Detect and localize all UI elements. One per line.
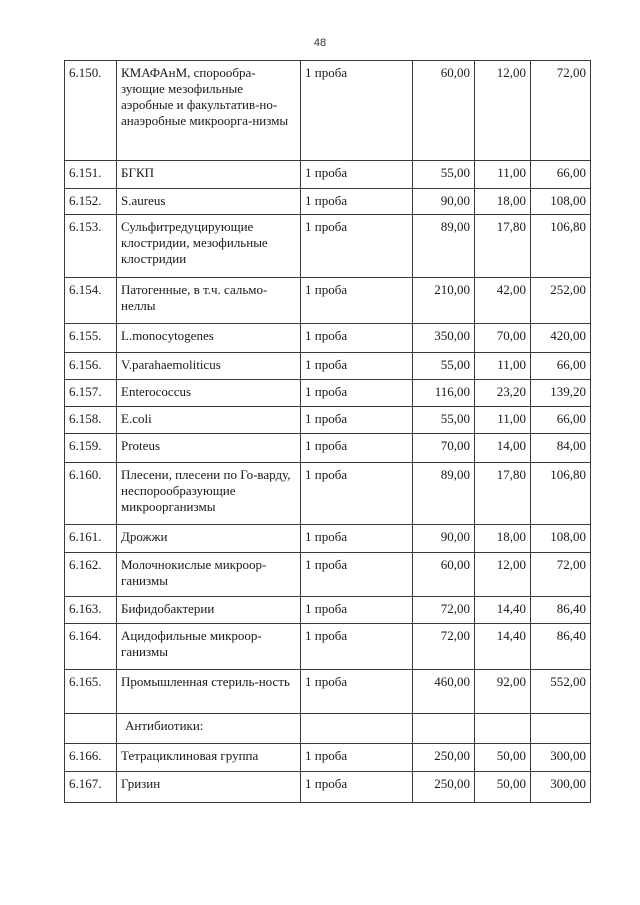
row-service-name: Молочнокислые микроор-ганизмы [117,553,301,597]
section-row [65,714,591,744]
table-row [65,189,591,215]
row-total: 300,00 [531,744,591,772]
row-service-name: Промышленная стериль-ность [117,670,301,714]
row-code: 6.155. [65,324,117,353]
row-unit: 1 проба [301,525,413,553]
row-unit: 1 проба [301,772,413,803]
row-code: 6.165. [65,670,117,714]
row-vat: 17,80 [475,463,531,525]
row-unit: 1 проба [301,670,413,714]
row-total: 72,00 [531,61,591,161]
row-price: 210,00 [413,278,475,324]
row-unit: 1 проба [301,624,413,670]
row-price: 70,00 [413,434,475,463]
row-vat: 11,00 [475,161,531,189]
table-row [65,161,591,189]
row-unit: 1 проба [301,407,413,434]
row-vat: 18,00 [475,525,531,553]
row-vat: 50,00 [475,772,531,803]
row-service-name: КМАФАнМ, спорообра-зующие мезофильные аэробные и факультатив-но-анаэробные микроорга-низмы [117,61,301,161]
row-total: 139,20 [531,380,591,407]
row-unit: 1 проба [301,353,413,380]
row-price: 460,00 [413,670,475,714]
row-total: 72,00 [531,553,591,597]
row-total: 300,00 [531,772,591,803]
row-vat: 11,00 [475,407,531,434]
row-price: 72,00 [413,597,475,624]
row-code: 6.167. [65,772,117,803]
row-code [65,714,117,744]
row-vat: 70,00 [475,324,531,353]
row-service-name: L.monocytogenes [117,324,301,353]
row-vat: 92,00 [475,670,531,714]
row-code: 6.151. [65,161,117,189]
row-service-name: Плесени, плесени по Го-варду, неспорообразующие микроорганизмы [117,463,301,525]
row-price: 55,00 [413,407,475,434]
table-row [65,434,591,463]
table-row [65,744,591,772]
row-code: 6.164. [65,624,117,670]
table-row [65,624,591,670]
row-unit: 1 проба [301,597,413,624]
row-price: 116,00 [413,380,475,407]
row-unit: 1 проба [301,380,413,407]
table-row [65,597,591,624]
table-row [65,324,591,353]
page-number: 48 [313,37,327,49]
row-code: 6.166. [65,744,117,772]
row-unit: 1 проба [301,744,413,772]
row-service-name: Enterococcus [117,380,301,407]
row-total: 66,00 [531,407,591,434]
row-price: 89,00 [413,215,475,278]
row-code: 6.158. [65,407,117,434]
row-vat: 42,00 [475,278,531,324]
row-vat [475,714,531,744]
row-service-name: V.parahaemoliticus [117,353,301,380]
row-code: 6.159. [65,434,117,463]
row-code: 6.161. [65,525,117,553]
row-code: 6.160. [65,463,117,525]
row-code: 6.153. [65,215,117,278]
row-unit: 1 проба [301,61,413,161]
row-service-name: Гризин [117,772,301,803]
row-vat: 50,00 [475,744,531,772]
row-service-name: Ацидофильные микроор-ганизмы [117,624,301,670]
row-price: 250,00 [413,772,475,803]
row-price: 250,00 [413,744,475,772]
row-vat: 14,40 [475,597,531,624]
table-row [65,772,591,803]
row-total [531,714,591,744]
row-unit: 1 проба [301,463,413,525]
row-vat: 14,00 [475,434,531,463]
table-row [65,380,591,407]
row-price [413,714,475,744]
row-price: 90,00 [413,525,475,553]
row-price: 60,00 [413,553,475,597]
row-service-name: E.coli [117,407,301,434]
table-row [65,278,591,324]
table-row [65,353,591,380]
row-service-name: S.aureus [117,189,301,215]
row-total: 84,00 [531,434,591,463]
row-unit [301,714,413,744]
row-total: 420,00 [531,324,591,353]
row-code: 6.150. [65,61,117,161]
row-unit: 1 проба [301,434,413,463]
row-price: 55,00 [413,353,475,380]
row-unit: 1 проба [301,189,413,215]
row-price: 72,00 [413,624,475,670]
row-price: 90,00 [413,189,475,215]
row-vat: 23,20 [475,380,531,407]
row-service-name: Сульфитредуцирующие клостридии, мезофильные клостридии [117,215,301,278]
row-vat: 11,00 [475,353,531,380]
row-price: 89,00 [413,463,475,525]
row-unit: 1 проба [301,161,413,189]
row-total: 66,00 [531,161,591,189]
row-vat: 12,00 [475,61,531,161]
row-total: 66,00 [531,353,591,380]
row-total: 252,00 [531,278,591,324]
table-row [65,525,591,553]
row-total: 552,00 [531,670,591,714]
row-service-name: Бифидобактерии [117,597,301,624]
row-vat: 18,00 [475,189,531,215]
row-code: 6.156. [65,353,117,380]
row-vat: 14,40 [475,624,531,670]
row-service-name: Антибиотики: [117,714,301,744]
row-total: 106,80 [531,215,591,278]
row-vat: 12,00 [475,553,531,597]
row-code: 6.163. [65,597,117,624]
row-price: 350,00 [413,324,475,353]
row-unit: 1 проба [301,553,413,597]
table-row [65,61,591,161]
table-row [65,553,591,597]
row-service-name: Proteus [117,434,301,463]
row-unit: 1 проба [301,215,413,278]
table-row [65,407,591,434]
row-service-name: Дрожжи [117,525,301,553]
row-price: 55,00 [413,161,475,189]
row-code: 6.162. [65,553,117,597]
table-row [65,670,591,714]
row-total: 108,00 [531,525,591,553]
row-total: 86,40 [531,624,591,670]
row-unit: 1 проба [301,278,413,324]
price-table-body [65,61,591,803]
row-vat: 17,80 [475,215,531,278]
price-table [64,60,591,803]
row-total: 106,80 [531,463,591,525]
table-row [65,215,591,278]
row-total: 108,00 [531,189,591,215]
row-service-name: Патогенные, в т.ч. сальмо-неллы [117,278,301,324]
row-code: 6.154. [65,278,117,324]
row-code: 6.152. [65,189,117,215]
table-row [65,463,591,525]
row-code: 6.157. [65,380,117,407]
row-service-name: БГКП [117,161,301,189]
row-service-name: Тетрациклиновая группа [117,744,301,772]
row-price: 60,00 [413,61,475,161]
row-unit: 1 проба [301,324,413,353]
row-total: 86,40 [531,597,591,624]
